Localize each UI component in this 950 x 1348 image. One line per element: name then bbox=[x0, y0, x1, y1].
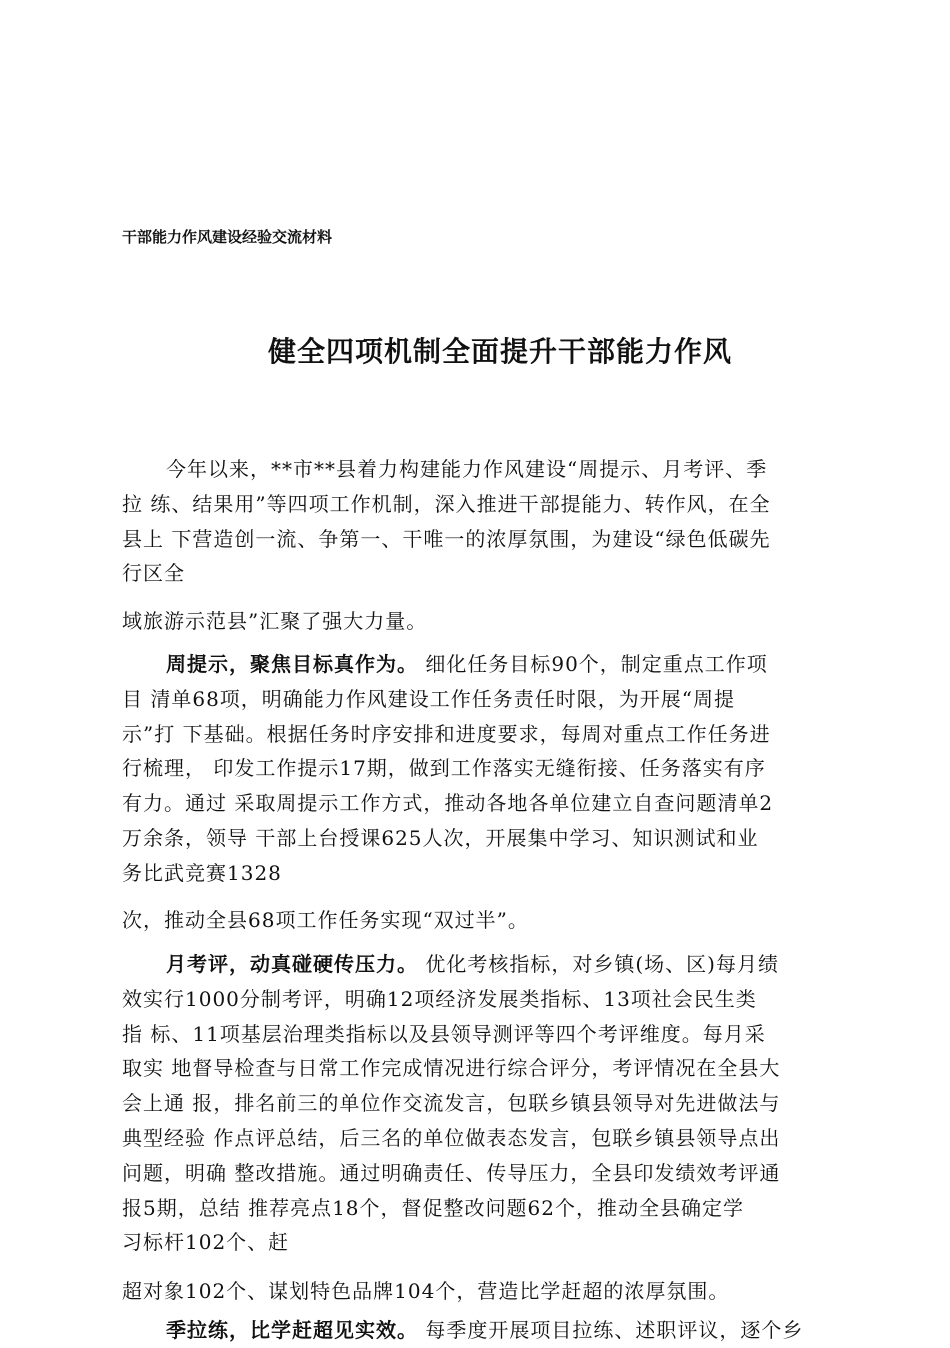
paragraph-line: 示”打 下基础。根据任务时序安排和进度要求，每周对重点工作任务进 bbox=[122, 721, 771, 746]
paragraph-lead-heading: 月考评，动真碰硬传压力。 bbox=[166, 952, 418, 976]
paragraph-quarterly-drill bbox=[122, 1313, 834, 1348]
paragraph-line: 万余条，领导 干部上台授课625人次，开展集中学习、知识测试和业 bbox=[122, 825, 759, 850]
paragraph-line: 行梳理， 印发工作提示17期，做到工作落实无缝衔接、任务落实有序 bbox=[122, 756, 766, 781]
paragraph-monthly-evaluation-tail bbox=[122, 1274, 834, 1309]
paragraph-line: 务比武竞赛1328 bbox=[122, 860, 282, 885]
paragraph-line: 习标杆102个、赶 bbox=[122, 1230, 290, 1255]
paragraph-monthly-evaluation bbox=[122, 947, 834, 1260]
paragraph-line bbox=[122, 947, 834, 982]
paragraph-line-text: 细化任务目标90个，制定重点工作项 bbox=[418, 652, 768, 676]
paragraph-line: 效实行1000分制考评，明确12项经济发展类指标、13项社会民生类 bbox=[122, 986, 757, 1011]
paragraph-line: 取实 地督导检查与日常工作完成情况进行综合评分，考评情况在全县大 bbox=[122, 1056, 781, 1081]
paragraph-line: 县上 下营造创一流、争第一、干唯一的浓厚氛围，为建设“绿色低碳先 bbox=[122, 526, 771, 551]
document-header-label: 干部能力作风建设经验交流材料 bbox=[122, 228, 333, 246]
paragraph-line: 超对象102个、谋划特色品牌104个，营造比学赶超的浓厚氛围。 bbox=[122, 1279, 730, 1303]
paragraph-line: 行区全 bbox=[122, 561, 185, 586]
paragraph-line: 报5期，总结 推荐亮点18个，督促整改问题62个，推动全县确定学 bbox=[122, 1195, 744, 1220]
paragraph-line: 次，推动全县68项工作任务实现“双过半”。 bbox=[122, 908, 529, 932]
paragraph-line: 拉 练、结果用”等四项工作机制，深入推进干部提能力、转作风，在全 bbox=[122, 491, 771, 516]
paragraph-weekly-reminder bbox=[122, 647, 834, 891]
paragraph-line: 域旅游示范县”汇聚了强大力量。 bbox=[122, 609, 428, 633]
paragraph-line-text: 每季度开展项目拉练、述职评议，逐个乡 bbox=[418, 1318, 804, 1342]
paragraph-line-text: 优化考核指标，对乡镇(场、区)每月绩 bbox=[418, 952, 779, 976]
paragraph-line: 目 清单68项，明确能力作风建设工作任务责任时限，为开展“周提 bbox=[122, 686, 736, 711]
paragraph-line: 问题，明确 整改措施。通过明确责任、传导压力，全县印发绩效考评通 bbox=[122, 1160, 781, 1185]
paragraph-line bbox=[122, 647, 834, 682]
paragraph-line: 会上通 报，排名前三的单位作交流发言，包联乡镇县领导对先进做法与 bbox=[122, 1091, 781, 1116]
paragraph-line: 有力。通过 采取周提示工作方式，推动各地各单位建立自查问题清单2 bbox=[122, 791, 774, 816]
paragraph-line: 典型经验 作点评总结，后三名的单位做表态发言，包联乡镇县领导点出 bbox=[122, 1125, 781, 1150]
document-title: 健全四项机制全面提升干部能力作风 bbox=[267, 335, 732, 368]
paragraph-intro bbox=[122, 452, 834, 591]
paragraph-intro-tail bbox=[122, 604, 834, 639]
paragraph-line: 指 标、11项基层治理类指标以及县领导测评等四个考评维度。每月采 bbox=[122, 1021, 766, 1046]
paragraph-lead-heading: 季拉练，比学赶超见实效。 bbox=[166, 1318, 418, 1342]
paragraph-lead-heading: 周提示，聚焦目标真作为。 bbox=[166, 652, 418, 676]
paragraph-weekly-reminder-tail bbox=[122, 903, 834, 938]
paragraph-line: 今年以来，**市**县着力构建能力作风建设“周提示、月考评、季 bbox=[166, 457, 768, 481]
paragraph-line bbox=[122, 1313, 834, 1348]
